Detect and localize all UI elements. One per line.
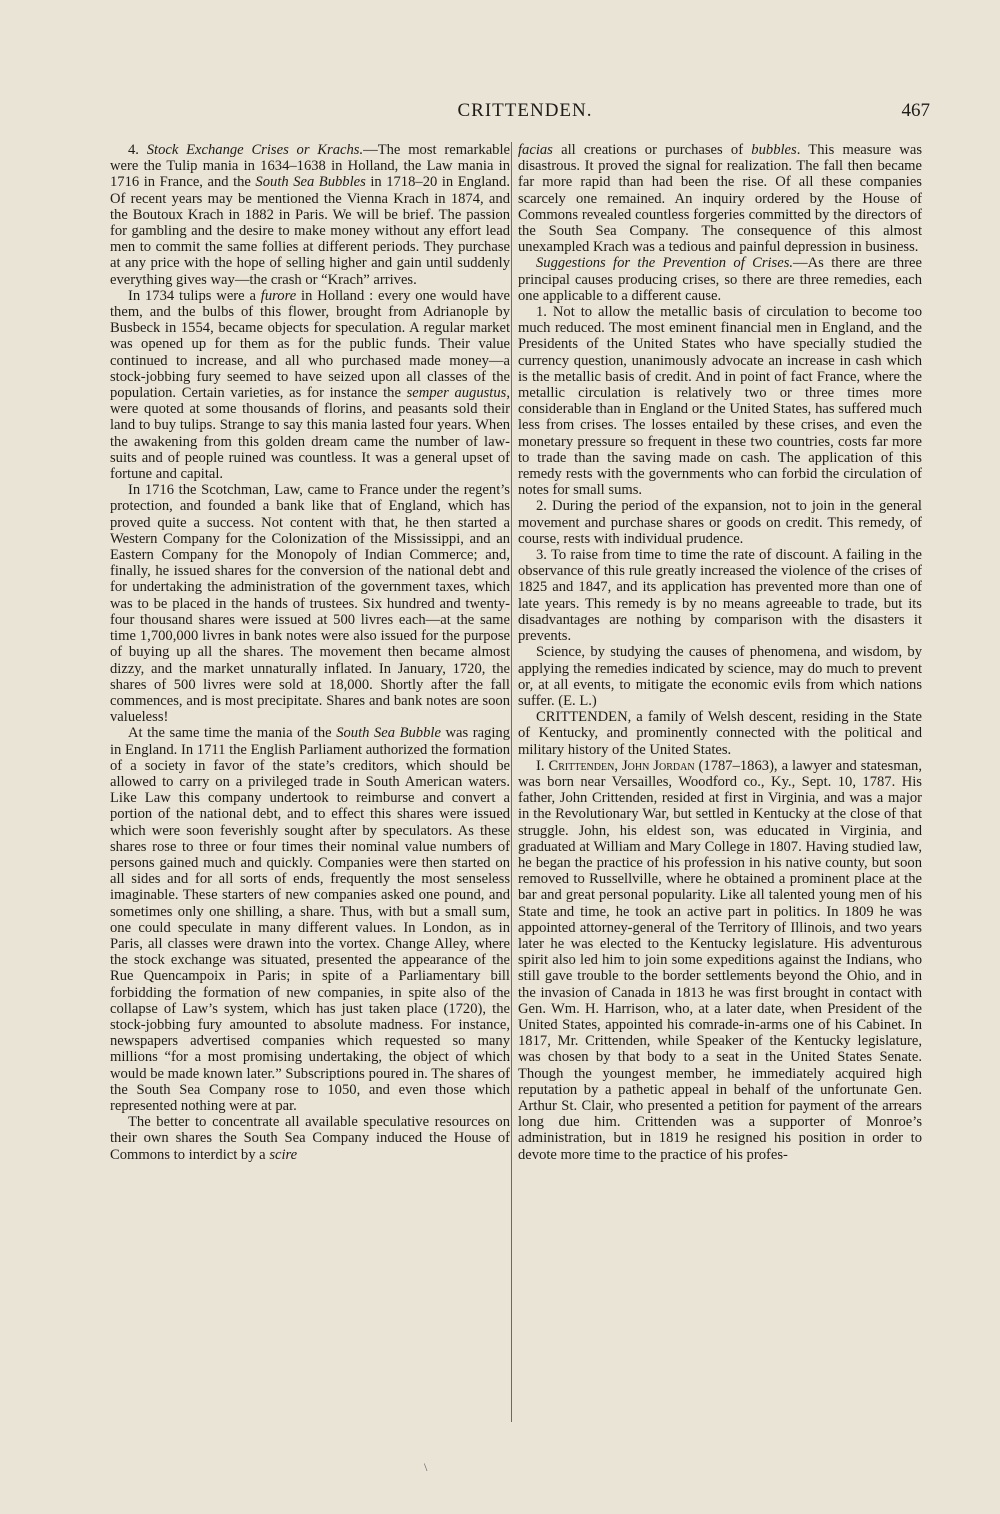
- author-signature: (E. L.): [558, 692, 597, 709]
- paragraph-law-mania: In 1716 the Scotchman, Law, came to France under the regent’s protection, and founded a bank like that of England, which has proved quite a success. Not content with that, he then started a Western Company for the Colonization of the Mississippi, and an Eastern Company for the Monopoly of Indian Commerce; and, finally, he issued shares for the conversion of the national debt and for undertaking the administration of the government taxes, which was to be placed in the hands of trustees. Six hundred and twenty-four thousand shares were issued at 500 livres each—at the same time 1,700,000 livres in bank notes were also issued for the purpose of buying up all the shares. The movement then became almost dizzy, and the market unnaturally inflated. In January, 1720, the shares of 500 livres were sold at 18,000. Shortly after the fall commences, and is most precipitate. Shares and bank notes are soon valueless!: [110, 482, 510, 726]
- italic-text: South Sea Bubbles: [255, 174, 366, 191]
- page-number: 467: [901, 100, 930, 121]
- entry-number: I.: [536, 757, 549, 774]
- paragraph-remedy-three: 3. To raise from time to time the rate of discount. A failing in the observance of this rule greatly increased the violence of the crises of 1825 and 1847, and its application has prevented more than one of late years. This remedy is by no means agreeable to trade, but its disadvantages are nothing by comparison with the disasters it prevents.: [518, 547, 922, 645]
- paragraph-south-sea-bubble: [110, 725, 510, 1114]
- text: was raging in England. In 1711 the English Parliament authorized the formation of a society in favor of the state’s creditors, which should be allowed to carry on a privileged trade in South American waters. Like Law this company undertook to reimburse and convert a portion of the national debt, and to effect this shares were issued which were soon feverishly sought after by speculators. As these shares rose to three or four times their nominal value numbers of persons gained much and quickly. Companies were then started on all sides and for all sorts of ends, frequently the most senseless imaginable. These starters of new companies asked one pound, and sometimes only one shilling, a share. Thus, with but a small sum, one could speculate in many different values. In London, as in Paris, all classes were drawn into the vortex. Change Alley, where the stock exchange was situated, presented the appearance of the Rue Quencampoix in Paris; in spite of a Parliamentary bill forbidding the formation of new companies, in spite also of the collapse of Law’s system, which has just taken place (1720), the stock-jobbing fury amounted to absolute madness. For instance, newspapers advertised companies which requested so many millions “for a most promising undertaking, the object of which would be made known later.” Subscriptions poured in. The shares of the South Sea Company rose to 1050, and even those which represented nothing were at par.: [110, 725, 511, 1114]
- text: in 1718–20 in England. Of recent years may be mentioned the Vienna Krach in 1874, and the Boutoux Krach in 1882 in Paris. We will be brief. The passion for gambling and the desire to make money without any effort lead men to commit the same follies at different periods. They purchase at any price with the hope of selling higher and gain until suddenly everything gives way—the crash or “Krach” arrives.: [110, 174, 510, 288]
- text: In 1734 tulips were a: [128, 287, 261, 304]
- paragraph-tulip-mania: [110, 288, 510, 482]
- entry-name: Crittenden, John Jordan: [548, 757, 695, 774]
- paragraph-remedy-one: 1. Not to allow the metallic basis of circulation to become too much reduced. The most eminent financial men in England, and the Presidents of the United States who have specially studied the currency question, unanimously advocate an increase in cash which is the metallic basis of credit. And in point of fact France, where the metallic circulation is relatively two or three times more considerable than in England or the United States, has suffered much less from crises. The losses entailed by these crises, and even the monetary pressure so frequent in these two countries, costs far more to trade than the saving made on cash. The application of this remedy rests with the governments who can forbid the circulation of notes for small sums.: [518, 304, 922, 499]
- italic-text: bubbles: [751, 142, 797, 158]
- paragraph-prevention-of-crises: [518, 255, 922, 304]
- paragraph-stock-exchange-crises: [110, 142, 510, 288]
- paragraph-john-jordan-crittenden: [518, 758, 922, 1163]
- paragraph-continuation: [518, 142, 922, 255]
- footer-mark: \: [424, 1460, 428, 1474]
- text: in Holland : every one would have them, and the bulbs of this flower, brought from Adrianople by Busbeck in 1554, became objects for speculation. A regular market was opened up for them as for the public funds. Their value continued to increase, and all who purchased made money—a stock-jobbing fury seemed to have seized upon all classes of the population. Certain varieties, as for instance the: [110, 287, 510, 402]
- paragraph-crittenden-family: CRITTENDEN, a family of Welsh descent, residing in the State of Kentucky, and prominently connected with the political and military history of the United States.: [518, 709, 922, 758]
- right-column: [518, 142, 922, 1163]
- italic-text: South Sea Bubble: [336, 725, 441, 742]
- paragraph-science-wisdom: [518, 644, 922, 709]
- text: , were quoted at some thousands of florins, and peasants sold their land to buy tulips. Strange to say this mania lasted four years. When the awakening from this golden dream came the number of law-suits and of people ruined was countless. It was a general upset of fortune and capital.: [110, 385, 510, 483]
- paragraph-remedy-two: 2. During the period of the expansion, not to join in the general movement and purchase shares or goods on credit. This remedy, of course, rests with individual prudence.: [518, 498, 922, 547]
- text: all creations or purchases of: [552, 142, 752, 158]
- paragraph-speculative-resources: [110, 1114, 510, 1163]
- page-title: CRITTENDEN.: [457, 100, 593, 121]
- text: At the same time the mania of the: [128, 725, 337, 742]
- running-head: [120, 100, 930, 126]
- italic-text: scire: [269, 1146, 298, 1163]
- text: (1787–1863), a lawyer and statesman, was born near Versailles, Woodford co., Ky., Sept. 10, 1787. His father, John Crittenden, resided at first in Virginia, and was a major in the Revolutionary War, but settled in Kentucky at the close of that struggle. John, his eldest son, was educated in Virginia, and graduated at William and Mary College in 1807. Having studied law, he began the practice of his profession in his native county, but soon removed to Russellville, where he obtained a prominent place at the bar and great personal popularity. Like all talented young men of his State and time, he took an active part in politics. In 1809 he was appointed attorney-general of the Territory of Illinois, and two years later he was elected to the Kentucky legislature. His adventurous spirit also led him to join some expeditions against the Indians, who still gave trouble to the border settlements beyond the Ohio, and in the invasion of Canada in 1813 he was first brought in contact with Gen. Wm. H. Harrison, who, at a later date, when President of the United States, appointed his comrade-in-arms one of his Cabinet. In 1817, Mr. Crittenden, while Speaker of the Kentucky legislature, was chosen by that body to a seat in the United States Senate. Though the youngest member, he immediately acquired high reputation by a pathetic appeal in behalf of the unfortunate Gen. Arthur St. Clair, who presented a petition for payment of the arrears long due him. Crittenden was a supporter of Monroe’s administration, but in 1819 he resigned his position in order to devote more time to the practice of his profes-: [518, 757, 922, 1163]
- section-number: 4.: [128, 142, 147, 158]
- text: . This measure was disastrous. It proved the signal for realization. The fall then became far more rapid than had been the rise. Of all these companies scarcely one remained. An inquiry ordered by the House of Commons revealed countless forgeries committed by the directors of the South Sea Company. The consequence of this almost unexampled Krach was a tedious and painful depression in business.: [518, 142, 922, 256]
- text: The better to concentrate all available speculative resources on their own shares the South Sea Company induced the House of Commons to interdict by a: [110, 1114, 510, 1163]
- italic-text: furore: [260, 287, 297, 304]
- dash: —: [363, 142, 378, 158]
- text: The most remarkable were the Tulip mania in 1634–1638 in Holland, the Law mania in 1716 in France, and the: [110, 142, 510, 191]
- text: —As there are three principal causes producing crises, so there are three remedies, each one applicable to a different cause.: [518, 255, 923, 304]
- section-heading: Stock Exchange Crises or Krachs.: [146, 142, 364, 158]
- column-divider: [511, 142, 512, 1422]
- left-column: [110, 142, 510, 1163]
- section-heading: Suggestions for the Prevention of Crises.: [536, 255, 794, 272]
- text: Science, by studying the causes of phenomena, and wisdom, by applying the remedies indicated by science, may do much to prevent or, at all events, to mitigate the economic evils from which nations suffer.: [518, 644, 922, 709]
- italic-text: semper augustus: [406, 385, 507, 402]
- italic-text: facias: [518, 142, 553, 158]
